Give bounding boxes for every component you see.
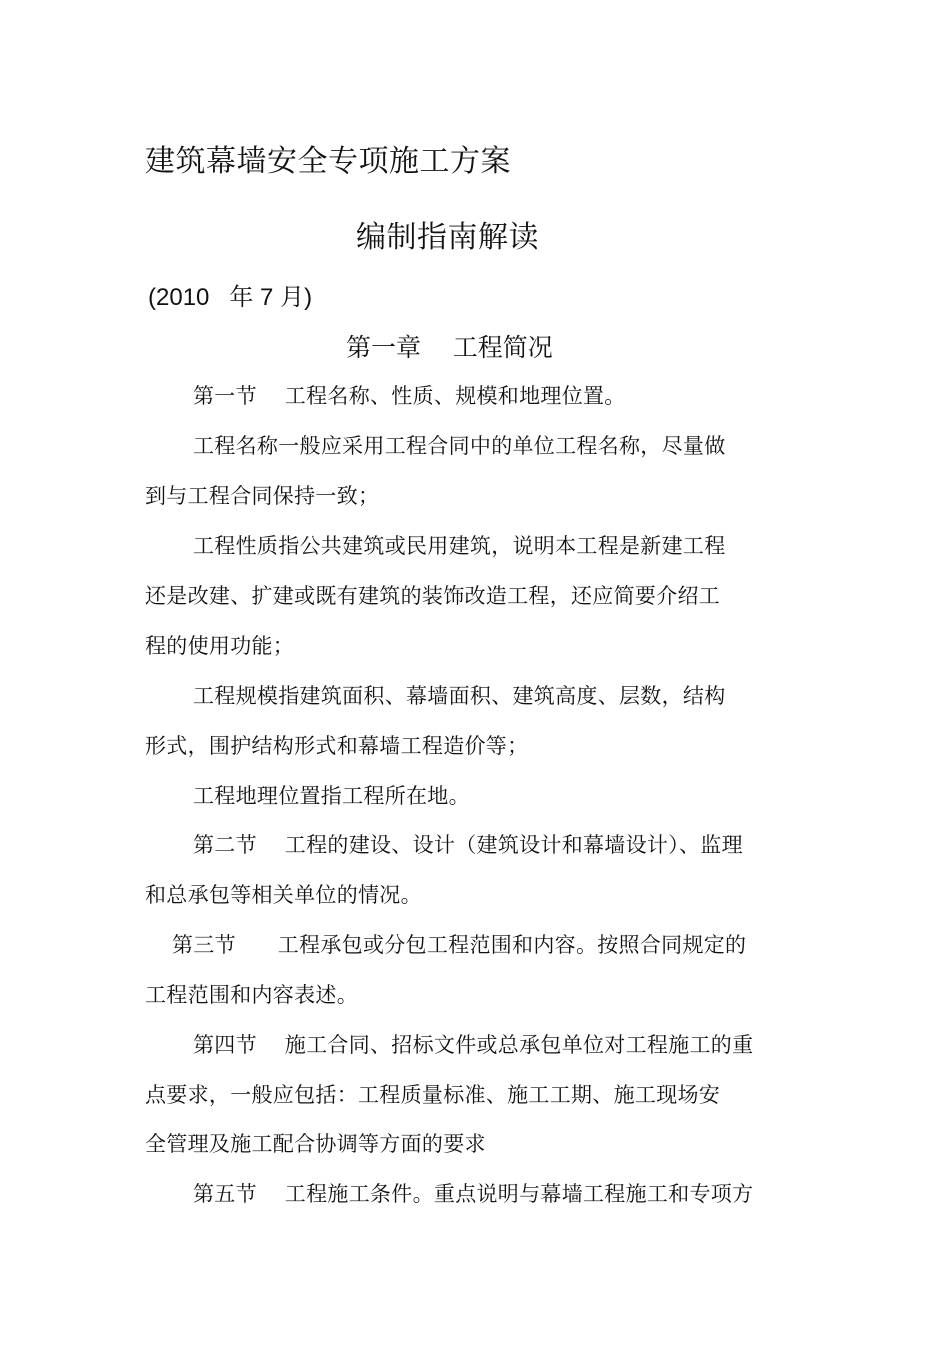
paragraph-line: 全管理及施工配合协调等方面的要求: [145, 1132, 486, 1156]
chapter-heading: 第一章 工程简况: [346, 333, 553, 362]
paragraph-line: 工程规模指建筑面积、幕墙面积、建筑高度、层数，结构: [193, 684, 726, 708]
section-heading: 第三节 工程承包或分包工程范围和内容。按照合同规定的: [172, 933, 747, 957]
document-date: (2010 年 7 月): [148, 284, 313, 311]
section-heading: 第四节 施工合同、招标文件或总承包单位对工程施工的重: [193, 1033, 754, 1057]
paragraph-line: 工程地理位置指工程所在地。: [193, 784, 470, 808]
paragraph-line: 还是改建、扩建或既有建筑的装饰改造工程，还应简要介绍工: [145, 584, 721, 608]
paragraph-line: 工程性质指公共建筑或民用建筑，说明本工程是新建工程: [193, 534, 726, 558]
paragraph-line: 工程名称一般应采用工程合同中的单位工程名称，尽量做: [193, 434, 726, 458]
paragraph-line: 和总承包等相关单位的情况。: [145, 883, 422, 907]
paragraph-line: 点要求，一般应包括：工程质量标准、施工工期、施工现场安: [145, 1083, 721, 1107]
paragraph-line: 到与工程合同保持一致；: [145, 484, 380, 508]
document-subtitle: 编制指南解读: [356, 220, 539, 255]
paragraph-line: 工程范围和内容表述。: [145, 983, 358, 1007]
section-heading: 第一节 工程名称、性质、规模和地理位置。: [193, 384, 626, 408]
section-heading: 第二节 工程的建设、设计（建筑设计和幕墙设计）、监理: [193, 833, 743, 857]
section-heading: 第五节 工程施工条件。重点说明与幕墙工程施工和专项方: [193, 1182, 754, 1206]
paragraph-line: 形式，围护结构形式和幕墙工程造价等；: [145, 734, 529, 758]
document-title: 建筑幕墙安全专项施工方案: [145, 144, 511, 179]
paragraph-line: 程的使用功能；: [145, 634, 295, 658]
